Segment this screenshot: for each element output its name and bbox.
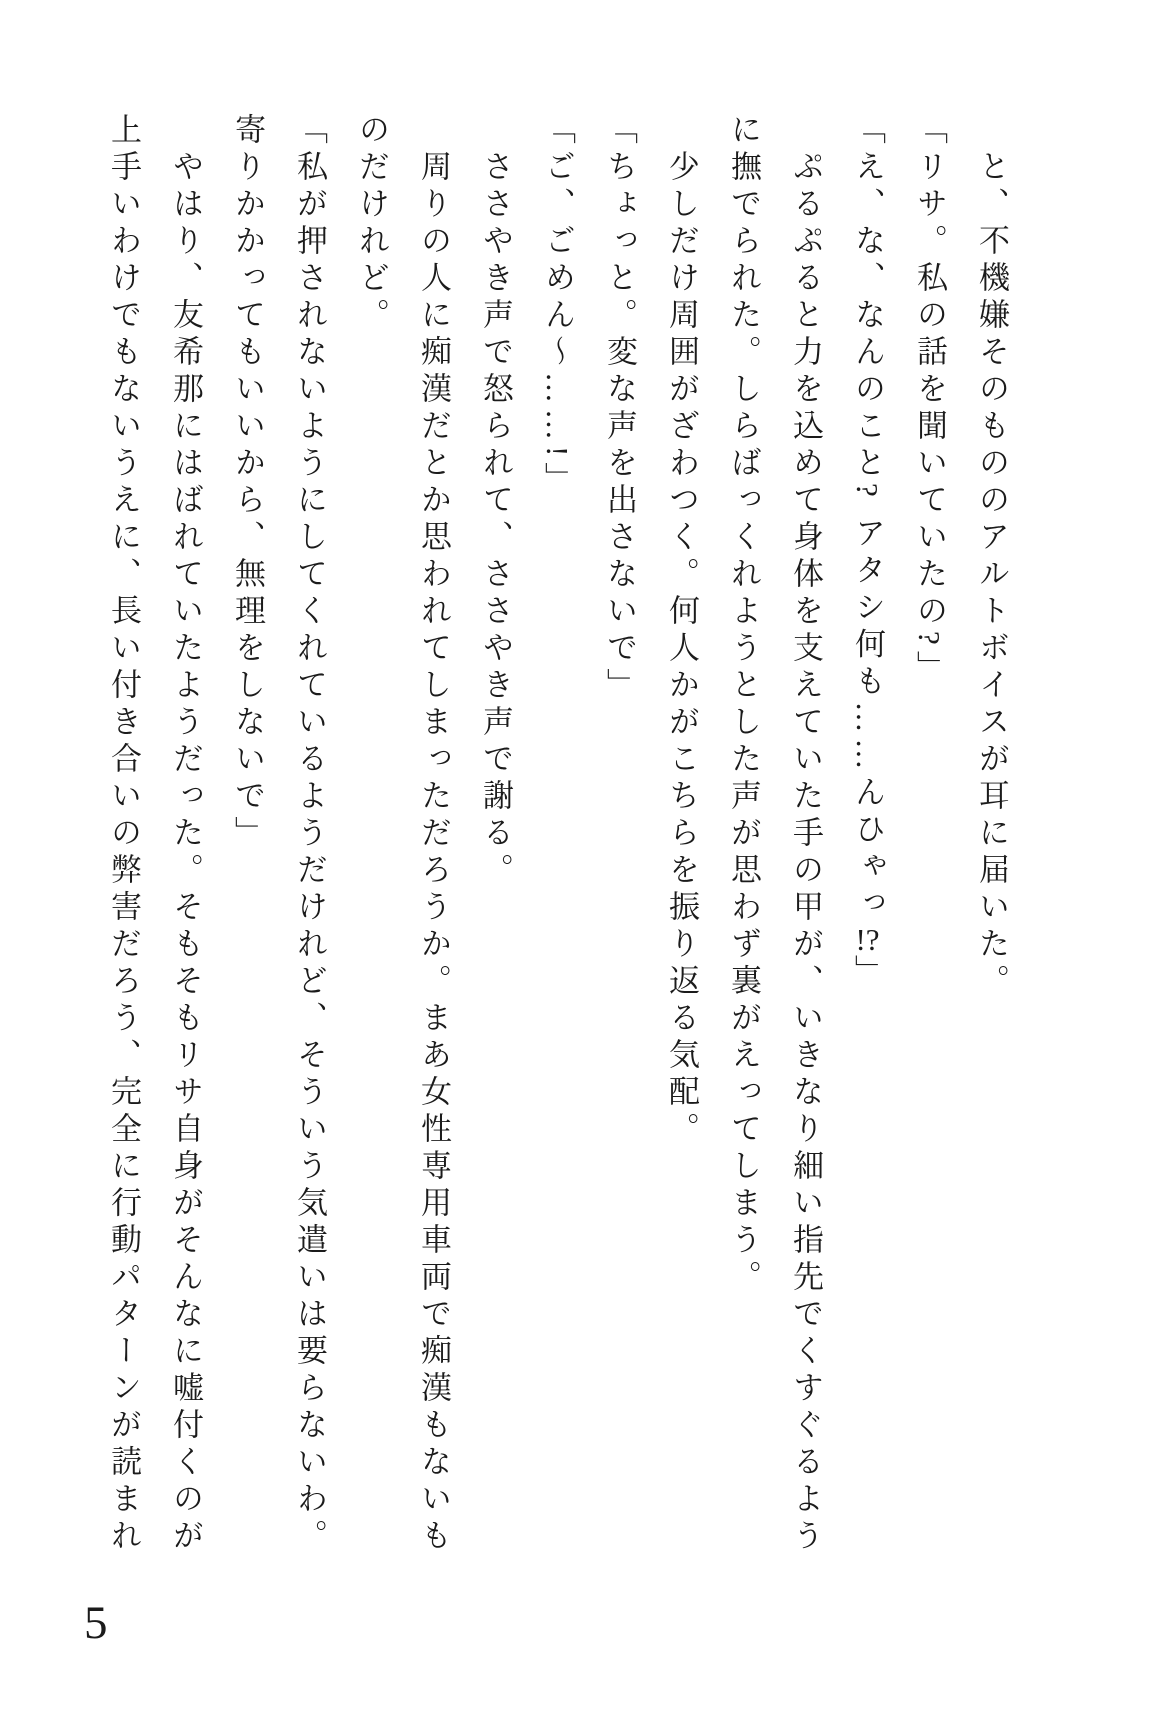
paragraph-1: と、不機嫌そのもののアルトボイスが耳に届いた。: [974, 150, 1009, 1001]
paragraph-5: 少しだけ周囲がざわつく。何人かがこちらを振り返る気配。: [664, 150, 699, 1149]
paragraph-9: 周りの人に痴漢だとか思われてしまっただろうか。まあ女性専用車両で痴漢もないものだけれど。: [354, 113, 451, 1556]
paragraph-7: 「ご、ごめん～……!」: [540, 113, 575, 500]
paragraph-4: ぷるぷると力を込めて身体を支えていた手の甲が、いきなり細い指先でくすぐるように撫でられた。しらばっくれようとした声が思わず裏がえってしまう。: [726, 113, 823, 1556]
paragraph-2: 「リサ。私の話を聞いていたの?」: [912, 113, 947, 688]
paragraph-6: 「ちょっと。変な声を出さないで」: [602, 113, 637, 705]
paragraph-10: 「私が押されないようにしてくれているようだけれど、そういう気遣いは要らないわ。寄りかかってもいいから、無理をしないで」: [230, 113, 327, 1556]
text-area: [92, 113, 1022, 1563]
paragraph-3: 「え、な、なんのこと? アタシ何も……んひゃっ!?」: [850, 113, 885, 992]
paragraph-11: やはり、友希那にはばれていたようだった。そもそもリサ自身がそんなに嘘付くのが上手いわけでもないうえに、長い付き合いの弊害だろう、完全に行動パターンが読まれ: [106, 113, 203, 1556]
tate-chu-yoko: !?: [855, 923, 880, 955]
page-number: 5: [84, 1597, 108, 1649]
paragraph-8: ささやき声で怒られて、ささやき声で謝る。: [478, 150, 513, 890]
